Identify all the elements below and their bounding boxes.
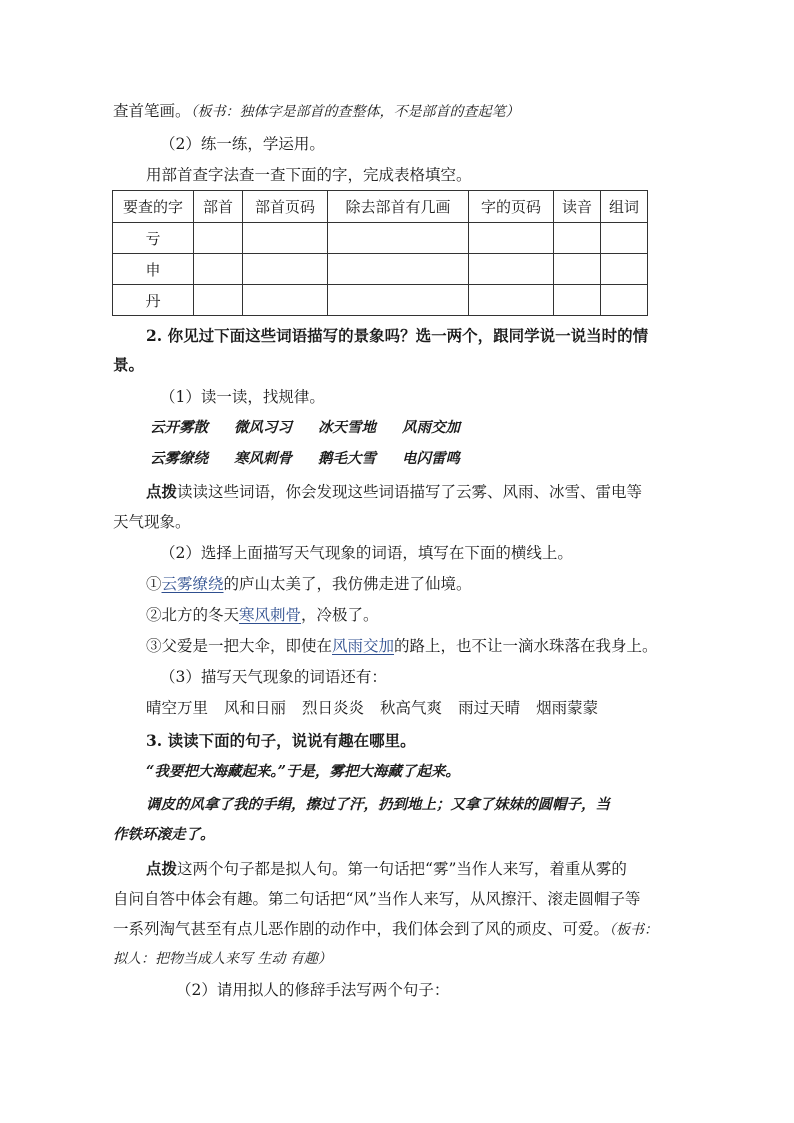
blank-cell[interactable] xyxy=(194,254,243,285)
word: 微风习习 xyxy=(234,419,292,436)
board-note-2: 拟人：把物当成人来写 生动 有趣） xyxy=(113,951,332,967)
question-2: 2. 你见过下面这些词语描写的景象吗？选一两个，跟同学说一说当时的情 xyxy=(146,326,649,345)
blank-cell[interactable] xyxy=(243,254,328,285)
header-cell: 部首 xyxy=(194,191,243,223)
char-cell: 亏 xyxy=(113,223,194,254)
word: 风和日丽 xyxy=(224,699,287,717)
word: 鹅毛大雪 xyxy=(318,450,376,467)
table-row xyxy=(113,285,648,316)
tip-label: 点拨 xyxy=(146,482,178,501)
header-cell: 读音 xyxy=(554,191,601,223)
blank-cell[interactable] xyxy=(194,285,243,316)
tip-label: 点拨 xyxy=(146,859,178,878)
more-words-row xyxy=(146,697,656,719)
blank-cell[interactable] xyxy=(554,223,601,254)
instruction: 用部首查字法查一查下面的字，完成表格填空。 xyxy=(146,166,472,184)
tip-2-line-3: 一系列淘气甚至有点儿恶作剧的动作中，我们体会到了风的顽皮、可爱。（板书： xyxy=(113,920,659,938)
blank-cell[interactable] xyxy=(243,223,328,254)
table-row xyxy=(113,223,648,254)
fill-sentence-1: ①云雾缭绕的庐山太美了，我仿佛走进了仙境。 xyxy=(146,575,472,593)
blank-cell[interactable] xyxy=(554,254,601,285)
subsection-1: （1）读一读，找规律。 xyxy=(160,388,325,406)
blank-cell[interactable] xyxy=(601,254,648,285)
fill-sentence-3: ③父爱是一把大伞，即使在风雨交加的路上，也不让一滴水珠落在我身上。 xyxy=(146,637,658,655)
subsection-2: （2）练一练，学运用。 xyxy=(160,135,325,153)
word: 电闪雷鸣 xyxy=(402,450,460,467)
blank-cell[interactable] xyxy=(243,285,328,316)
blank-cell[interactable] xyxy=(469,223,554,254)
tip-2: 点拨这两个句子都是拟人句。第一句话把“雾”当作人来写，着重从雾的 xyxy=(146,859,627,878)
subsection-3: （3）描写天气现象的词语还有： xyxy=(160,668,387,686)
table-header-row xyxy=(113,191,648,223)
tip-1-cont: 天气现象。 xyxy=(113,513,191,531)
example-sentence-2: 调皮的风拿了我的手绢，擦过了汗，扔到地上；又拿了妹妹的圆帽子，当 xyxy=(146,796,610,813)
header-cell: 字的页码 xyxy=(469,191,554,223)
word: 冰天雪地 xyxy=(318,419,376,436)
word-row-2 xyxy=(150,448,660,470)
word-row-1 xyxy=(150,417,660,439)
header-cell: 组词 xyxy=(601,191,648,223)
blank-cell[interactable] xyxy=(194,223,243,254)
word: 雨过天晴 xyxy=(458,699,521,717)
blank-cell[interactable] xyxy=(469,254,554,285)
table-row xyxy=(113,254,648,285)
word: 寒风刺骨 xyxy=(234,450,292,467)
word: 秋高气爽 xyxy=(380,699,443,717)
example-sentence-2-cont: 作铁环滚走了。 xyxy=(113,826,215,843)
board-note: （板书： xyxy=(609,922,659,938)
word: 云开雾散 xyxy=(150,419,208,436)
word: 烈日炎炎 xyxy=(302,699,365,717)
blank-cell[interactable] xyxy=(469,285,554,316)
fill-sentence-2: ②北方的冬天寒风刺骨，冷极了。 xyxy=(146,606,379,624)
blank-cell[interactable] xyxy=(328,254,469,285)
header-cell: 部首页码 xyxy=(243,191,328,223)
word: 晴空万里 xyxy=(146,699,209,717)
question-2-cont: 景。 xyxy=(113,355,145,374)
board-note: （板书：独体字是部首的查整体，不是部首的查起笔） xyxy=(190,104,520,120)
question-3: 3. 读读下面的句子，说说有趣在哪里。 xyxy=(146,731,416,750)
radical-lookup-table xyxy=(112,190,648,316)
example-sentence-1: “我要把大海藏起来。”于是，雾把大海藏了起来。 xyxy=(146,763,460,780)
char-cell: 丹 xyxy=(113,285,194,316)
word: 烟雨蒙蒙 xyxy=(536,699,599,717)
header-cell: 要查的字 xyxy=(113,191,194,223)
blank-cell[interactable] xyxy=(328,223,469,254)
filled-blank: 寒风刺骨 xyxy=(239,606,302,624)
filled-blank: 风雨交加 xyxy=(332,637,395,655)
blank-cell[interactable] xyxy=(328,285,469,316)
tip-1: 点拨读读这些词语，你会发现这些词语描写了云雾、风雨、冰雪、雷电等 xyxy=(146,482,643,501)
blank-cell[interactable] xyxy=(554,285,601,316)
word: 风雨交加 xyxy=(402,419,460,436)
header-cell: 除去部首有几画 xyxy=(328,191,469,223)
line-1: 查首笔画。（板书：独体字是部首的查整体，不是部首的查起笔） xyxy=(113,102,520,120)
tip-2-line-2: 自问自答中体会有趣。第二句话把“风”当作人来写，从风擦汗、滚走圆帽子等 xyxy=(113,890,641,908)
blank-cell[interactable] xyxy=(601,223,648,254)
filled-blank: 云雾缭绕 xyxy=(161,575,224,593)
subsection-4: （2）请用拟人的修辞手法写两个句子： xyxy=(176,981,450,999)
blank-cell[interactable] xyxy=(601,285,648,316)
subsection-2b: （2）选择上面描写天气现象的词语，填写在下面的横线上。 xyxy=(160,544,573,562)
word: 云雾缭绕 xyxy=(150,450,208,467)
char-cell: 申 xyxy=(113,254,194,285)
